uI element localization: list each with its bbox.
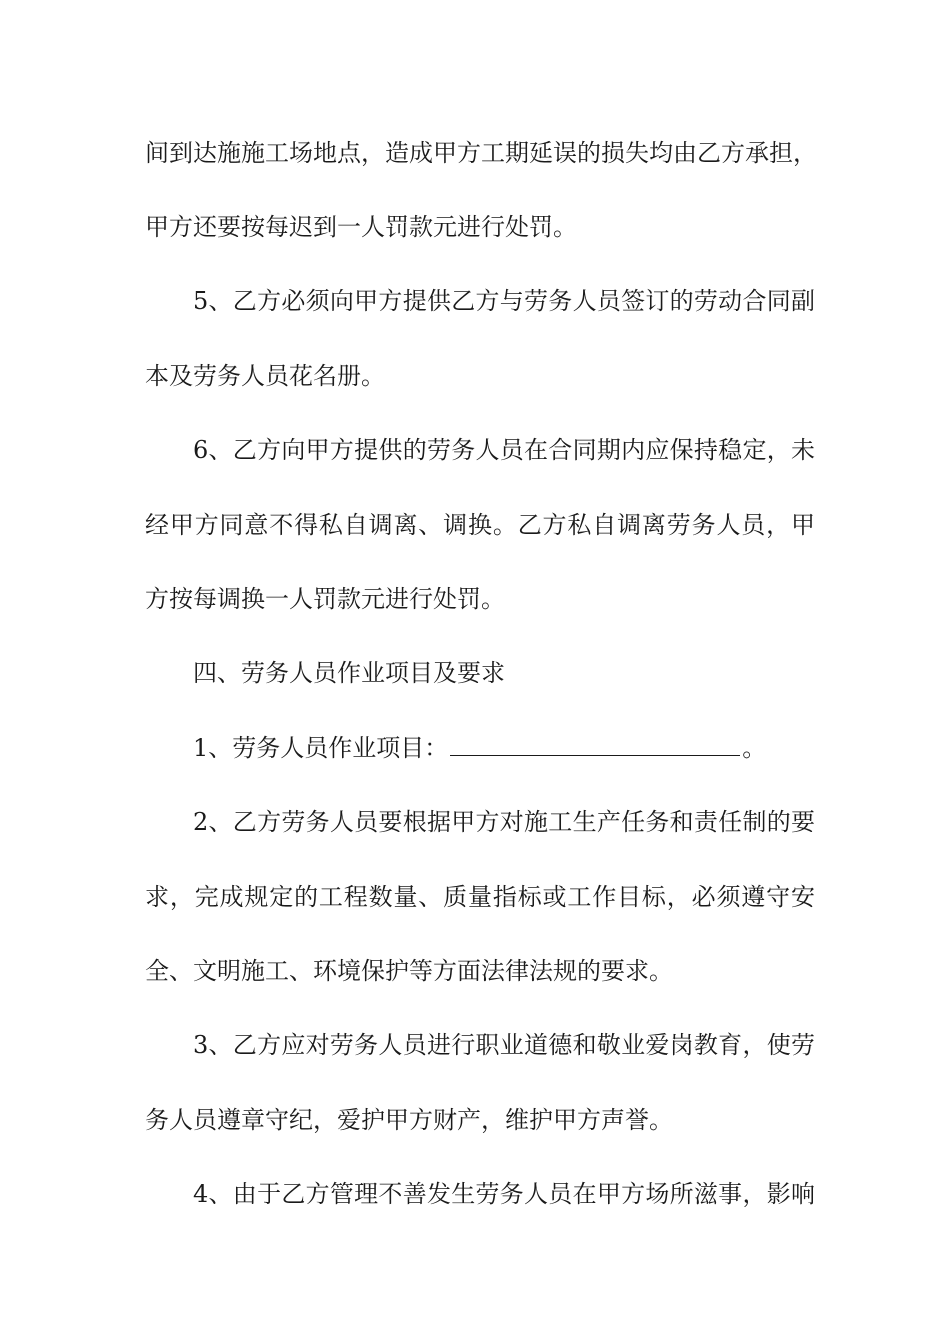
- text-line: 4、由于乙方管理不善发生劳务人员在甲方场所滋事，影响: [193, 1180, 815, 1208]
- text-line: 全、文明施工、环境保护等方面法律法规的要求。: [145, 957, 673, 985]
- item-1-label: 1、劳务人员作业项目：: [193, 734, 449, 762]
- text-line: 本及劳务人员花名册。: [145, 362, 385, 390]
- text-line: 经甲方同意不得私自调离、调换。乙方私自调离劳务人员，甲: [145, 511, 815, 539]
- text-line: 3、乙方应对劳务人员进行职业道德和敬业爱岗教育，使劳: [193, 1031, 815, 1059]
- text-line: 6、乙方向甲方提供的劳务人员在合同期内应保持稳定，未: [193, 436, 815, 464]
- section-heading: 四、劳务人员作业项目及要求: [193, 659, 505, 687]
- item-1-suffix: 。: [742, 734, 767, 762]
- text-line: 务人员遵章守纪，爱护甲方财产，维护甲方声誉。: [145, 1106, 673, 1134]
- text-line: 甲方还要按每迟到一人罚款元进行处罚。: [145, 213, 577, 241]
- text-line: 2、乙方劳务人员要根据甲方对施工生产任务和责任制的要: [193, 808, 815, 836]
- text-line: 求，完成规定的工程数量、质量指标或工作目标，必须遵守安: [145, 883, 815, 911]
- item-1-line: [193, 732, 815, 764]
- text-line: 5、乙方必须向甲方提供乙方与劳务人员签订的劳动合同副: [193, 287, 815, 315]
- text-line: 间到达施施工场地点，造成甲方工期延误的损失均由乙方承担，: [145, 139, 817, 167]
- fill-in-blank[interactable]: [450, 733, 740, 756]
- text-line: 方按每调换一人罚款元进行处罚。: [145, 585, 505, 613]
